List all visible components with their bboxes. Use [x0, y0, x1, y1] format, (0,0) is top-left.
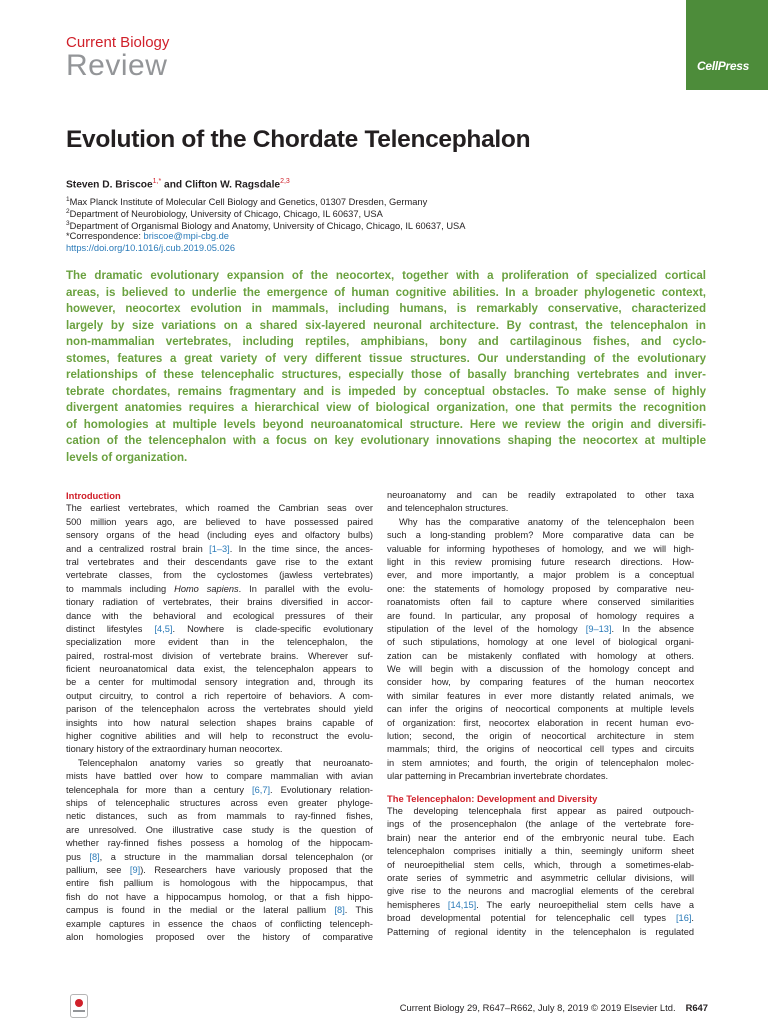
page-number: R647 — [685, 1002, 708, 1013]
text-line: distinct lifestyles [4,5]. Nowhere is clade-specific evolutionary — [66, 623, 373, 634]
reference-link[interactable]: [8] — [334, 905, 345, 916]
crossmark-badge-icon[interactable] — [70, 994, 88, 1018]
text-line: fish do not have a hippocampus homolog, or that a fish hippo- — [66, 891, 373, 902]
text-line: alon homologies proposed over the history of comparative — [66, 931, 373, 942]
section-heading: Introduction — [66, 490, 121, 501]
text-line: ings of the prosencephalon (the anlage of the vertebrate fore- — [387, 819, 694, 830]
text-line: tionary history of the extraordinary human neocortex. — [66, 744, 283, 755]
text-line: Patterning of regional identity in the telencephalon is regulated — [387, 926, 694, 937]
text-line: ular patterning in Precambrian invertebrate chordates. — [387, 771, 609, 782]
abstract-line: largely by size variations on a shared six-layered neuronal architecture. By contrast, the telencephalon in — [66, 319, 706, 332]
text-line: We will begin with a discussion of the homology concept and — [387, 664, 694, 675]
affiliation-sup: 3 — [66, 220, 70, 227]
author-conjunction: and — [161, 179, 185, 191]
text-line: broad developmental potential for telencephalic cell types [16]. — [387, 913, 694, 924]
reference-link[interactable]: [1–3] — [209, 543, 230, 554]
text-line: to mammals including Homo sapiens. In parallel with the evolu- — [66, 583, 373, 594]
reference-link[interactable]: [8] — [89, 851, 100, 862]
text-line: pus [8], a structure in the mammalian dorsal telencephalon (or — [66, 851, 373, 862]
cellpress-logo-text: CellPress — [697, 59, 750, 73]
correspondence-label: *Correspondence: — [66, 231, 144, 241]
text-line: telencephala for more than a century [6,7]. Evolutionary relation- — [66, 784, 373, 795]
text-line: orate series of symmetric and asymmetric cellular divisions, will — [387, 872, 694, 883]
abstract-line: areas, is believed to underlie the emergence of human cognitive abilities. In a broader phylogenetic context, — [66, 286, 706, 299]
left-column — [66, 489, 373, 944]
author-name[interactable]: Steven D. Briscoe — [66, 179, 153, 191]
text-line: can infer the origins of neocortical components at multiple levels — [387, 704, 694, 715]
journal-name: Current Biology — [66, 34, 170, 51]
reference-link[interactable]: [4,5] — [154, 623, 173, 634]
footer-citation-text: Current Biology 29, R647–R662, July 8, 2019 © 2019 Elsevier Ltd. — [399, 1002, 676, 1013]
abstract-line: of homologies at multiple levels beyond neuroanatomical structure. Here we review the origin and diversifi- — [66, 418, 706, 431]
text-line: stipulation of the level of the homology [9–13]. In the absence — [387, 623, 694, 634]
abstract-line: cation of the telencephalon with a focus on key evolutionary innovations shaping the neocortex at multiple — [66, 435, 706, 447]
text-line: whether ray-finned fishes possess a homolog of the hippocam- — [66, 838, 373, 849]
text-line: mammals; third, the origins of neocortical cell types and circuits — [387, 744, 694, 755]
text-line: higher cognitive abilities and will help to reconstruct the evolu- — [66, 731, 373, 742]
text-line: output circuitry, to control a rich repertoire of behaviors. A com- — [66, 690, 373, 701]
right-column — [387, 489, 694, 939]
author-name[interactable]: Clifton W. Ragsdale — [184, 179, 281, 191]
text-line: of organization: first, neocortex elaboration in recent human evo- — [387, 717, 694, 728]
text-line: dance with the behavioral and ecological pressures of their — [66, 610, 373, 621]
reference-link[interactable]: [14,15] — [447, 899, 477, 910]
text-line: ficient neuroanatomical data exist, the telencephalon appears to — [66, 664, 373, 675]
article-title: Evolution of the Chordate Telencephalon — [66, 126, 531, 153]
text-line: brain) near the anterior end of the embryonic neural tube. Each — [387, 832, 694, 843]
section-type: Review — [66, 49, 168, 82]
reference-link[interactable]: [6,7] — [252, 784, 271, 795]
text-line: consider how, by comparing features of the human neocortex — [387, 677, 694, 688]
section-heading: The Telencephalon: Development and Diversity — [387, 792, 598, 804]
abstract-line: levels of organization. — [66, 451, 188, 464]
text-line: parison of the telencephalon across the vertebrates should yield — [66, 704, 373, 715]
abstract-line: however, neocortex evolution in mammals, including humans, is remarkably conservative, characterized — [66, 303, 706, 315]
abstract-line: tebrate chordates, remains fragmentary and is impeded by conceptual obstacles. To make sense of highly — [66, 385, 706, 398]
cellpress-logo — [686, 0, 768, 90]
text-line: of such stipulations, homology at one level of biological organi- — [387, 637, 694, 648]
text-line: be a center for multimodal sensory integration and, through its — [66, 677, 373, 688]
author-line — [66, 178, 290, 190]
reference-link[interactable]: [16] — [675, 913, 692, 924]
text-line: tionary radiation of vertebrates, their brains diversified in accor- — [66, 597, 373, 608]
text-line: and telencephalon structures. — [387, 503, 509, 514]
text-line: telencephalon comprises initially a thin, seemingly uniform sheet — [387, 846, 694, 857]
text-line: with similar features in ever more distantly related animals, we — [387, 690, 694, 701]
abstract-line: divergent anatomies requires a hierarchical view of biological organization, one that permits the recognition — [66, 402, 706, 414]
footer-citation — [340, 1002, 708, 1013]
crossmark-bar — [73, 1010, 85, 1012]
text-line: pallium, see [9]). Researchers have variously proposed that the — [66, 864, 373, 875]
text-line: such a long-standing problem? More comparative data can be — [387, 530, 694, 541]
text-line: The earliest vertebrates, which roamed the Cambrian seas over — [66, 503, 373, 514]
text-line: entire fish pallium is homologous with the hippocampus, that — [66, 878, 373, 889]
text-line: netic distances, such as from mammals to ray-finned fishes, — [66, 811, 373, 822]
text-line: campus is found in the medial or the lateral pallium [8]. This — [66, 905, 373, 916]
correspondence — [66, 230, 229, 242]
author-sup: 2,3 — [280, 178, 290, 185]
text-line: ships of telencephalic structures across even greater phyloge- — [66, 797, 373, 808]
affiliation-text: Max Planck Institute of Molecular Cell Biology and Genetics, 01307 Dresden, Germany — [69, 197, 428, 208]
text-line: neuroanatomy and can be readily extrapolated to other taxa — [387, 490, 694, 500]
text-line: light in this review promising future research directions. How- — [387, 556, 694, 567]
text-line: one: the statements of homology proposed by comparative neu- — [387, 583, 694, 594]
text-line: are found. In particular, any proposal of homology requires a — [387, 610, 694, 621]
text-line: tral vertebrates and their descendants gave rise to the extant — [66, 556, 373, 567]
author-sup: 1,* — [152, 178, 162, 185]
abstract-line: relationships of these telencephalic structures, especially those of basally branching vertebrates and inver- — [66, 369, 706, 381]
text-line: and a centralized rostral brain [1–3]. In the time since, the ances- — [66, 543, 373, 554]
text-line: Telencephalon anatomy varies so greatly that neuroanato- — [78, 757, 373, 768]
affiliation-text: Department of Organismal Biology and Anatomy, University of Chicago, Chicago, IL 60637, USA — [69, 221, 466, 232]
text-line: insights into how natural selection shapes brains capable of — [66, 717, 373, 728]
reference-link[interactable]: [9–13] — [585, 623, 612, 634]
doi-link[interactable]: https://doi.org/10.1016/j.cub.2019.05.026 — [66, 243, 236, 253]
affiliation-sup: 1 — [66, 196, 70, 203]
text-line: lution; second, the origin of neocortical architecture in stem — [387, 731, 694, 742]
text-line: are unresolved. One illustrative case study is the question of — [66, 824, 373, 835]
text-line: of neuroepithelial stem cells, which, through a sometimes-elab- — [387, 859, 694, 870]
text-line: example captures in essence the chaos of conflicting telenceph- — [66, 918, 373, 929]
text-line: hemispheres [14,15]. The early neuroepithelial stem cells have a — [387, 899, 694, 910]
text-line: paired, rostral-most division of vertebrate brains. Wherever suf- — [66, 650, 373, 661]
paragraph-gap — [387, 784, 694, 792]
affiliation-text: Department of Neurobiology, University of Chicago, Chicago, IL 60637, USA — [69, 209, 383, 220]
text-line: in stem amniotes; and fourth, the origin of telencephalon molec- — [387, 757, 694, 768]
text-line: give rise to the neurons and macroglial elements of the cerebral — [387, 886, 694, 897]
abstract-line: non-mammalian vertebrates, including reptiles, amphibians, bony and cartilaginous fishes, and cyclo- — [66, 336, 706, 348]
text-line: mists have battled over how to compare mammalian with avian — [66, 771, 373, 782]
abstract-line: stomes, features a great variety of very different tissue structures. Our understanding of the evolutionary — [66, 352, 706, 365]
text-line: roanatomists often fail to capture where conserved similarities — [387, 597, 694, 608]
crossmark-dot — [75, 999, 83, 1007]
text-line: valuable for informing hypotheses of homology, and we will high- — [387, 543, 694, 554]
reference-link[interactable]: [9] — [129, 864, 141, 875]
text-line: vertebrate classes, from the cyclostomes (jawless vertebrates) — [66, 570, 373, 581]
text-line: 500 million years ago, are believed to have possessed paired — [66, 516, 373, 527]
correspondence-email-link[interactable]: briscoe@mpi-cbg.de — [143, 231, 229, 241]
abstract — [66, 268, 706, 466]
text-line: specialization more evident than in the telencephalon, the — [66, 637, 373, 648]
text-line: zation can be mistakenly conflated with homology at others. — [387, 650, 694, 661]
text-line: The developing telencephala first appear as paired outpouch- — [387, 805, 694, 816]
text-line: ever, and more importantly, a major problem is a conceptual — [387, 570, 694, 581]
text-line: sensory organs of the head (including eyes and olfactory bulbs) — [66, 530, 373, 541]
text-line: Why has the comparative anatomy of the telencephalon been — [399, 516, 694, 527]
affiliation-sup: 2 — [66, 208, 70, 215]
abstract-line: The dramatic evolutionary expansion of the neocortex, together with a proliferation of specialized cortical — [66, 270, 706, 282]
